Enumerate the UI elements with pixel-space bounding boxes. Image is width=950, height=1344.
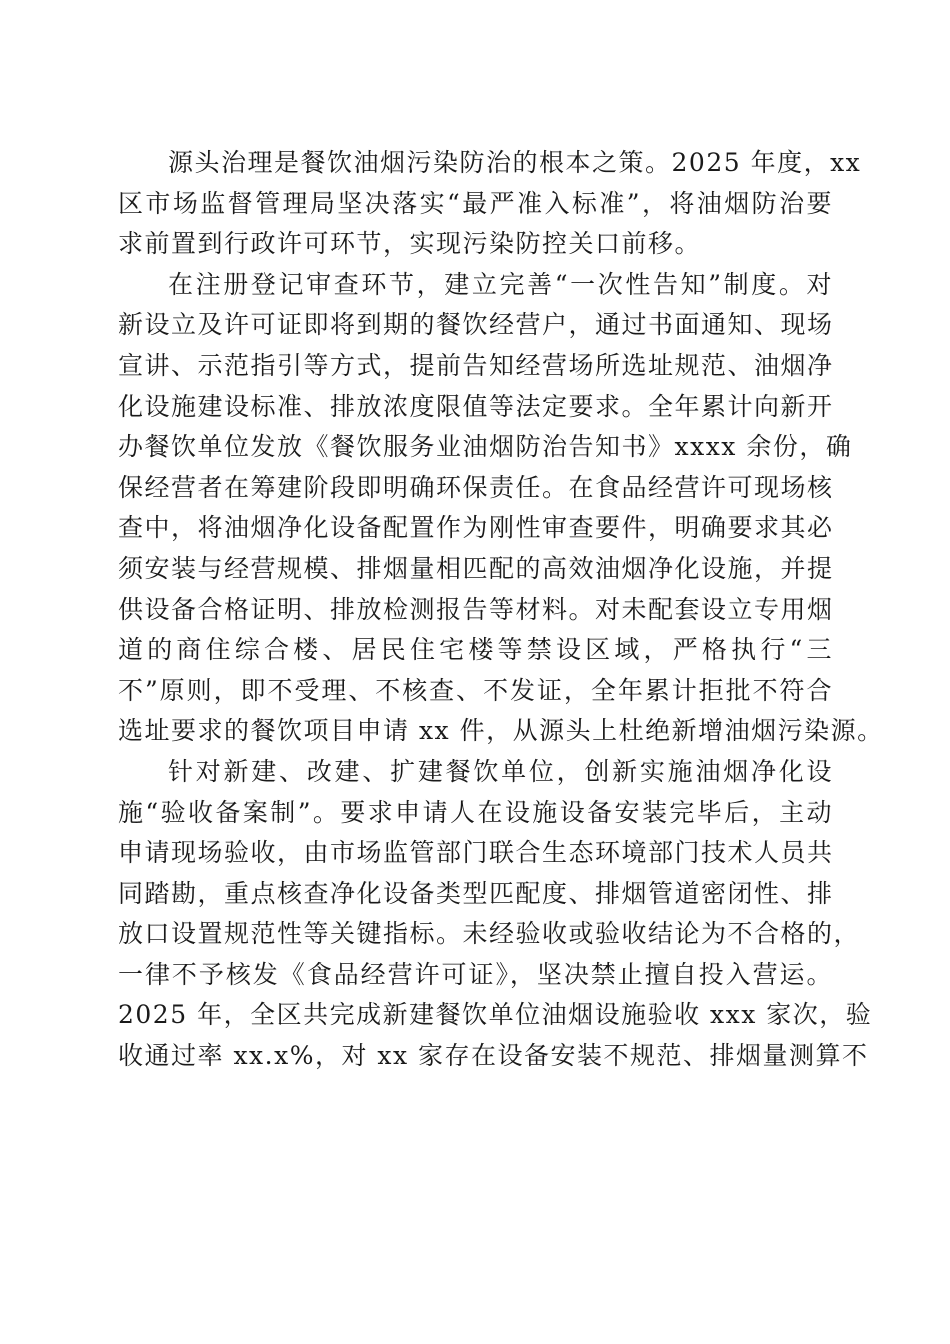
text-line: 须安装与经营规模、排烟量相匹配的高效油烟净化设施，并提 xyxy=(118,553,834,583)
text-line: 办餐饮单位发放《餐饮服务业油烟防治告知书》xxxx 余份，确 xyxy=(118,432,853,462)
text-line: 供设备合格证明、排放检测报告等材料。对未配套设立专用烟 xyxy=(118,594,834,624)
text-line: 不”原则，即不受理、不核查、不发证，全年累计拒批不符合 xyxy=(118,675,833,705)
text-line: 申请现场验收，由市场监管部门联合生态环境部门技术人员共 xyxy=(118,838,834,868)
text-line: 保经营者在筹建阶段即明确环保责任。在食品经营许可现场核 xyxy=(118,472,834,502)
text-line: 在注册登记审查环节，建立完善“一次性告知”制度。对 xyxy=(168,269,833,299)
text-line: 求前置到行政许可环节，实现污染防控关口前移。 xyxy=(118,229,702,259)
text-line: 针对新建、改建、扩建餐饮单位，创新实施油烟净化设 xyxy=(168,756,833,786)
text-line: 施“验收备案制”。要求申请人在设施设备安装完毕后，主动 xyxy=(118,797,833,827)
text-line: 新设立及许可证即将到期的餐饮经营户，通过书面通知、现场 xyxy=(118,310,834,340)
text-line: 2025 年，全区共完成新建餐饮单位油烟设施验收 xxx 家次，验 xyxy=(118,1000,873,1030)
text-line: 查中，将油烟净化设备配置作为刚性审查要件，明确要求其必 xyxy=(118,513,834,543)
text-line: 收通过率 xx.x%，对 xx 家存在设备安装不规范、排烟量测算不 xyxy=(118,1041,869,1071)
paragraph-1 xyxy=(118,143,862,265)
paragraph-2 xyxy=(118,265,884,752)
text-line: 放口设置规范性等关键指标。未经验收或验收结论为不合格的， xyxy=(118,919,861,949)
text-line: 区市场监督管理局坚决落实“最严准入标准”，将油烟防治要 xyxy=(118,188,833,218)
text-line: 源头治理是餐饮油烟污染防治的根本之策。2025 年度，xx xyxy=(168,148,862,177)
paragraph-3 xyxy=(118,752,873,1077)
text-line: 道的商住综合楼、居民住宅楼等禁设区域，严格执行“三 xyxy=(118,635,833,665)
text-line: 化设施建设标准、排放浓度限值等法定要求。全年累计向新开 xyxy=(118,391,834,421)
text-line: 选址要求的餐饮项目申请 xx 件，从源头上杜绝新增油烟污染源。 xyxy=(118,716,884,746)
text-line: 宣讲、示范指引等方式，提前告知经营场所选址规范、油烟净 xyxy=(118,350,834,380)
text-line: 同踏勘，重点核查净化设备类型匹配度、排烟管道密闭性、排 xyxy=(118,878,834,908)
document-body xyxy=(118,143,884,1077)
text-line: 一律不予核发《食品经营许可证》，坚决禁止擅自投入营运。 xyxy=(118,959,833,989)
